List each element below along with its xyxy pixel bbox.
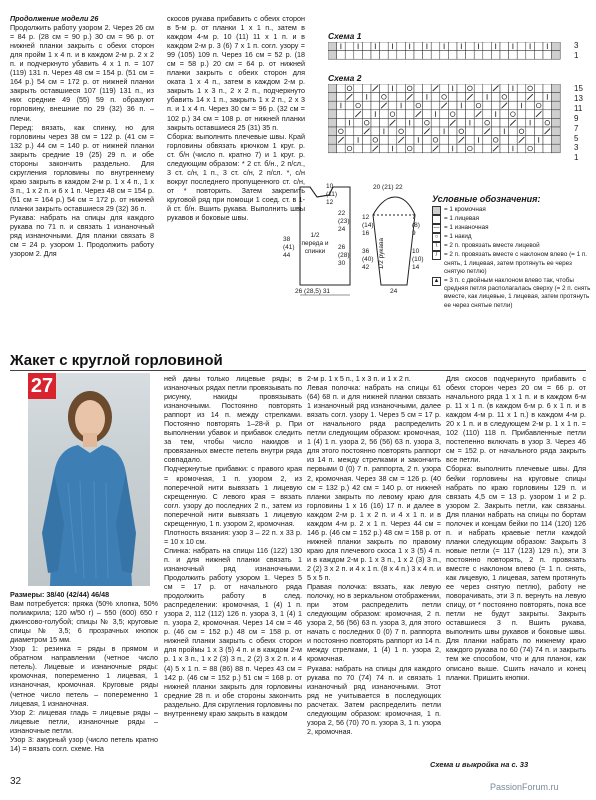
col3-paragraph: Вам потребуется: пряжа (50% хлопка, 50% полиакрила; 120 м/50 г) – 550 (600) 650 г джинсово-голубой; спицы № 3,5; круговые спицы № 3,5; 6 прозрачных кнопок диаметром 15 мм. [10,599,158,645]
pattern-measure-value: 12 [326,199,334,206]
pattern-sleeve-right [412,248,424,272]
col3-paragraph: Узор 3: ажурный узор (число петель кратно 14) = вязать согл. схеме. На [10,734,158,753]
pattern-measure-value: (10) [412,256,424,263]
pattern-mid-measure-2 [338,244,350,268]
col2-paragraph: скосов рукава прибавить с обеих сторон в 5-м р. от планки 1 х 1 п., затем в каждом 4-м р. 10 (11) 11 х 1 п. и в каждом 2-м р. 3 (6) 7 х 1 п. согл. узору = 99 (105) 109 п. Через 16 см = 52 р. (18 см = 58 р.) 20 см = 64 р. от нижней планки закрыть с обеих сторон для оката 1 х 4 п., затем в каждом 2-м р. закрыть 1 х 3 п., 2 х 2 п., подчеркнуто убавить 14 х 1 п., закрыть 1 х 2 п., 2 х 3 п. и 1 х 4 п. Через 30 см = 96 р. (32 см = 102 р.) 34 см = 108 р. от нижней планки закрыть оставшиеся 25 (31) 35 п. [167,14,305,132]
schema-1-title: Схема 1 [328,31,362,41]
schema-2-row-numbers [574,84,583,163]
legend-item-text: = 1 лицевая [444,215,480,223]
model-photo [28,373,150,586]
pattern-sleeve-bottom: 24 [390,288,398,295]
col3-paragraph: Узор 2: лицевая гладь = лицевые ряды – лицевые петли, изнаночные ряды – изнаночные петли. [10,707,158,735]
col3-paragraph: Размеры: 38/40 (42/44) 46/48 [10,590,110,599]
pattern-measure-value: 10 [412,248,420,255]
pattern-measure-value: (11) [326,191,338,198]
pattern-measure-value: (14) [362,222,374,229]
pattern-measure-value: 30 [338,260,346,267]
schema-2-row-number: 15 [574,84,583,93]
pattern-sleeve-side [362,214,374,238]
legend-item-text: = 1 накид [444,233,472,241]
pattern-measure-value: 12 [362,214,370,221]
schema-2-row-number: 1 [574,153,579,163]
legend-symbol-icon [432,215,441,224]
pattern-measure-value: 42 [362,264,370,271]
col5-paragraph: Правая полочка: вязать, как левую полочку, но в зеркальном отображении, при этом распределить петли следующим образом: кромочная, 2 п. узора 2, 56 (56) 63 п. узора 3, для этого начать с последних 0 (0) 7 п. раппорта и постоянно повторять раппорт из 14 п. между стрелками, 1 (4) 1 п. узора 2, кромочная. [307,582,441,664]
legend-symbol-icon: / [432,251,441,260]
footer-note: Схема и выкройка на с. 33 [430,760,529,769]
pattern-front-back-label: 1/2 переда и спинки [301,232,329,255]
schema-1-row-3: 3 [574,41,579,50]
legend-item [432,242,592,251]
schema-2-row-number: 9 [574,113,579,123]
legend-symbol-icon: — [433,225,440,232]
schema-2-row-number: 5 [574,133,579,143]
text-column-3 [10,590,158,770]
pattern-top-measure [326,183,337,207]
legend-symbol-icon: \ [432,242,441,251]
legend-item-text: = 3 п. с двойным наклоном влево так, чтобы средняя петля располагалась сверху (= 2 п. снять вместе, как лицевые, 1 лицевая, затем протянуть ее через снятые петли) [444,276,591,309]
legend-symbol-icon [432,206,441,215]
page-number: 32 [10,776,22,787]
legend-item [432,251,592,276]
col4-paragraph: ней даны только лицевые ряды; в изнаночных рядах петли провязывать по рисунку, накиды провязывать изнаночными. Постоянно повторять раппорт из 14 п. между стрелками. Постоянно повторять 1–28-й р. При выполнении убавок и прибавок следить за тем, чтобы число накидов и провязанных вместе петель внутри ряда совпадало. [164,374,302,465]
col4-paragraph: Спинка: набрать на спицы 116 (122) 130 п. и для нижней планки связать 1 изнаночный ряд изнаночными. Продолжить работу узором 1. Через 5 см = 17 р. от начального ряда продолжить работу в след. распределении: кромочная, 1 (4) 1 п. узора 2, 112 (112) 126 п. узора 3, 1 (4) 1 п. узора 2, кромочная. Через 14 см = 46 р. (46 см = 152 р.) 48 см = 158 р. от нижней планки закрыть с обеих сторон для проймы 1 х 3 (5) 4 п. и в каждом 2-м р. 1 х 3 п., 1 х 2 (3) 3 п., 2 (2) 3 х 2 п. и 4 (4) 5 х 1 п. = 88 (86) 88 п. Через 43 см = 142 р. (46 см = 152 р.) 51 см = 168 р. от нижней планки закрыть для горловины средние 28 п. и обе стороны закончить раздельно. Для скругления горловины по внутреннему краю закрыть в каждом [164,545,302,718]
pattern-sleeve-top: 20 (21) 22 [373,184,403,191]
schema-1-row-1: 1 [574,51,579,60]
col1-paragraph: Продолжить работу узором 2. Через 26 см = 84 р. (28 см = 90 р.) 30 см = 96 р. от нижней планки закрыть с обеих сторон для пройм 1 х 4 п. и в каждом 2-м р. 2 х 2 п. и подчеркнуто убавить 4 х 1 п. = 107 (119) 131 п. Через 48 см = 154 р. (51 см = 164 р.) 54 см = 172 р. от нижней планки закрыть оставшиеся 107 (119) 131 п., из них средние 49 (55) 59 п. образуют горловину, внешние по 29 (32) 36 п. – плечи. [10,23,154,123]
pattern-measure-value: 38 [283,236,291,243]
pattern-measure-value: (28) [338,252,350,259]
legend-item-text: = 2 п. провязать вместе лицевой [444,242,540,250]
divider [10,370,586,371]
legend-symbol-icon: ▲ [433,277,440,284]
pattern-sleeve-label: 1/2 рукава [378,238,385,270]
text-column-1 [10,14,154,314]
legend-item-text: = 1 кромочная [444,206,486,214]
legend [432,195,592,310]
col5-paragraph: Рукава: набрать на спицы для каждого рукава по 70 (74) 74 п. и связать 1 изнаночный ряд изнаночными. Этот ряд не учитывается в последующих расчетах. Затем распределить петли следующим образом: кромочная, 1 п. узора 2, 56 (70) 70 п. узора 3, 1 п. узора 2, кромочная. [307,663,441,736]
pattern-measure-value: 9 [412,230,416,237]
legend-item [432,215,592,224]
col5-paragraph: Левая полочка: набрать на спицы 61 (64) 68 п. и для нижней планки связать 1 изнаночный ряд изнаночными, далее вязать согл. узору 1. Через 5 см = 17 р. от начального ряда распределить петли следующим образом: кромочная, 1 (4) 1 п. узора 2, 56 (56) 63 п. узора 3, для этого постоянно повторять раппорт из 14 п. между стрелками и закончить первыми 0 (0) 7 п. раппорта, 2 п. узора 2, кромочная. Через 38 см = 126 р. (40 см = 132 р.) 42 см = 140 р. от нижней планки закрыть по левому краю для горловины 1 х 16 (16) 17 п. и далее в каждом 2-м р. 1 х 2 п. и 4 х 1 п. и в каждом 4-м р. 2 х 1 п. Через 44 см = 146 р. (46 см = 152 р.) 48 см = 158 р. от нижней планки закрыть по правому краю для плечевого скоса 1 х 3 (5) 4 п. и в каждом 2-м р. 1 х 3 п., 1 х 2 (3) 3 п., 2 (2) 3 х 2 п. и 4 х 1 п. (8 х 4 п.) 3 х 4 п. и 5 х 5 п. [307,383,441,583]
watermark: PassionForum.ru [490,782,559,792]
pattern-measure-value: 10 [326,183,334,190]
pattern-measure-value: 22 [338,210,346,217]
col2-paragraph: Сборка: выполнить плечевые швы. Край горловины обвязать крючком 1 круг. р. ст. б/н (число п. кратно 7) и 1 круг. р. следующим образом: * 2 ст. б/н., 2 п/сл., 3 ст. с/н, 1 п., 3 ст. с/н, 2 п/сл. *, с/н вокруг последнего пропущенного ст. с/н, от * повторить. Затем закрепить круговой ряд при помощи 1 соед. ст. в 1-й ст. б/н. Вшить рукава. Выполнить швы рукавов и боковые швы. [167,131,305,223]
schema-2-chart [328,84,568,164]
schema-1-chart [328,42,568,62]
pattern-measure-value: (23) [338,218,350,225]
pattern-mid-measure [338,210,350,234]
col4-paragraph: Подчеркнутые прибавки: с правого края = кромочная, 1 п. узором 2, из поперечной нити вывязать 1 лицевую скрещенную. С левого края = вязать согл. узору до последних 2 п., затем из поперечной нити вывязать 1 лицевую скрещенную, 1 п. узором 2, кромочная. [164,464,302,528]
col6-paragraph: Для скосов подчеркнуто прибавить с обеих сторон через 20 см = 66 р. от начального ряда 1 х 1 п. и в каждом 6-м р. 11 х 1 п. (в каждом 6-м р. 6 х 1 п. и в каждом 4-м р. 11 х 1 п.) в каждом 4-м р. 20 х 1 п. и в следующем 2-м р. 1 х 1 п. = 102 (110) 118 п. Прибавленные петли постепенно включать в узор 3. Через 46 см = 152 р. от начального ряда закрыть все петли. [446,374,586,465]
schema-2-row-number: 3 [574,143,579,153]
pattern-left-measure [283,236,295,260]
schema-2-row-number: 7 [574,123,579,133]
schema-2-row-number: 13 [574,93,583,103]
col1-paragraph: Перед: вязать, как спинку, но для горловины через 38 см = 122 р. (41 см = 132 р.) 44 см = 140 р. от нижней планки закрыть средние 19 (25) 29 п. и обе стороны закончить раздельно. Для скругления горловины по внутреннему краю закрыть в каждом 2-м р. 1 х 4 п., 1 х 3 п., 1 х 2 п. и 6 х 1 п. Через 48 см = 154 р. (51 см = 164 р.) 54 см = 172 р. от нижней планки закрыть оставшиеся 29 (32) 36 п. [10,122,154,213]
pattern-diagram [255,175,430,310]
schema-2-row-number: 11 [574,103,583,113]
pattern-measure-value: 36 [362,248,370,255]
col5-paragraph: 2-м р. 1 х 5 п., 1 х 3 п. и 1 х 2 п. [307,374,411,383]
text-column-4 [164,374,302,764]
pattern-measure-value: 44 [283,252,291,259]
pattern-measure-value: 16 [362,230,370,237]
legend-title: Условные обозначения: [432,194,541,204]
legend-item [432,277,592,311]
col1-paragraph: Продолжение модели 26 [10,14,99,23]
col6-paragraph: Сборка: выполнить плечевые швы. Для бейки горловины на круговые спицы набрать по краю горловины 129 п. и связать 4,5 см = 13 р. узором 1 и 2 р. узором 2. Закрыть петли, как связаны. Для планки набрать на спицы по бортам полочек и концам бейки по 114 (120) 126 п. и набрать краевые петли каждой планки следующим образом: Закрыть 3 новые петли (= 117 (123) 129 п.), эти 3 постоянно повторять, 2 п. провязать вместе с наклоном влево (= 1 п. снять, как лицевую, 1 лицевая, затем протянуть ее через снятую петлю), работу не поворачивать, эти 3 п. вернуть на левую спицу, от * постоянно повторять, пока все петли не будут закрыты. Закрыть оставшиеся 3 п. Вшить рукава, выполнить швы рукавов и боковые швы. Для планки набрать по нижнему краю каждого рукава по 60 (74) 74 п. и закрыть тем же способом, что и для планок, как описано выше. Сшить начало и конец планки. Пришить кнопки. [446,464,586,682]
col3-paragraph: Узор 1: резинка = ряды в прямом и обратном направлении (четное число петель). Лицевые и изнаночные ряды: кромочная, попеременно 1 лицевая, 1 изнаночная, кромочная. Круговые ряды (четное число петель – попеременно 1 лицевая, 1 изнаночная. [10,644,158,708]
pattern-measure-value: 7 [412,214,416,221]
legend-item-text: = 2 п. провязать вместе с наклоном влево (= 1 п. снять, 1 лицевая, затем протянуть ее через снятую петлю) [444,251,588,276]
model-number-badge: 27 [28,373,56,399]
pattern-measure-value: (8) [412,222,420,229]
pattern-small-measure [412,214,420,238]
pattern-bottom-width: 26 (28,5) 31 [295,288,331,295]
text-column-6 [446,374,586,754]
col4-paragraph: Плотность вязания: узор 3 – 22 п. х 33 р. = 10 х 10 см. [164,527,302,546]
pattern-measure-value: (40) [362,256,374,263]
schema-2-title: Схема 2 [328,73,362,83]
legend-item [432,224,592,233]
text-column-5 [307,374,441,764]
section-title: Жакет с круглой горловиной [10,352,223,369]
legend-item-text: = 1 изнаночная [444,224,489,232]
pattern-measure-value: 26 [338,244,346,251]
pattern-measure-value: 14 [412,264,420,271]
pattern-measure-value: (41) [283,244,295,251]
legend-item [432,206,592,215]
pattern-sleeve-side-2 [362,248,374,272]
col1-paragraph: Рукава: набрать на спицы для каждого рукава по 71 п. и связать 1 изнаночный ряд изнаночными. Для планки связать 8 см = 24 р. узором 1. Продолжить работу узором 2. Для [10,213,154,259]
pattern-measure-value: 24 [338,226,346,233]
legend-symbol-icon: ○ [432,233,441,242]
